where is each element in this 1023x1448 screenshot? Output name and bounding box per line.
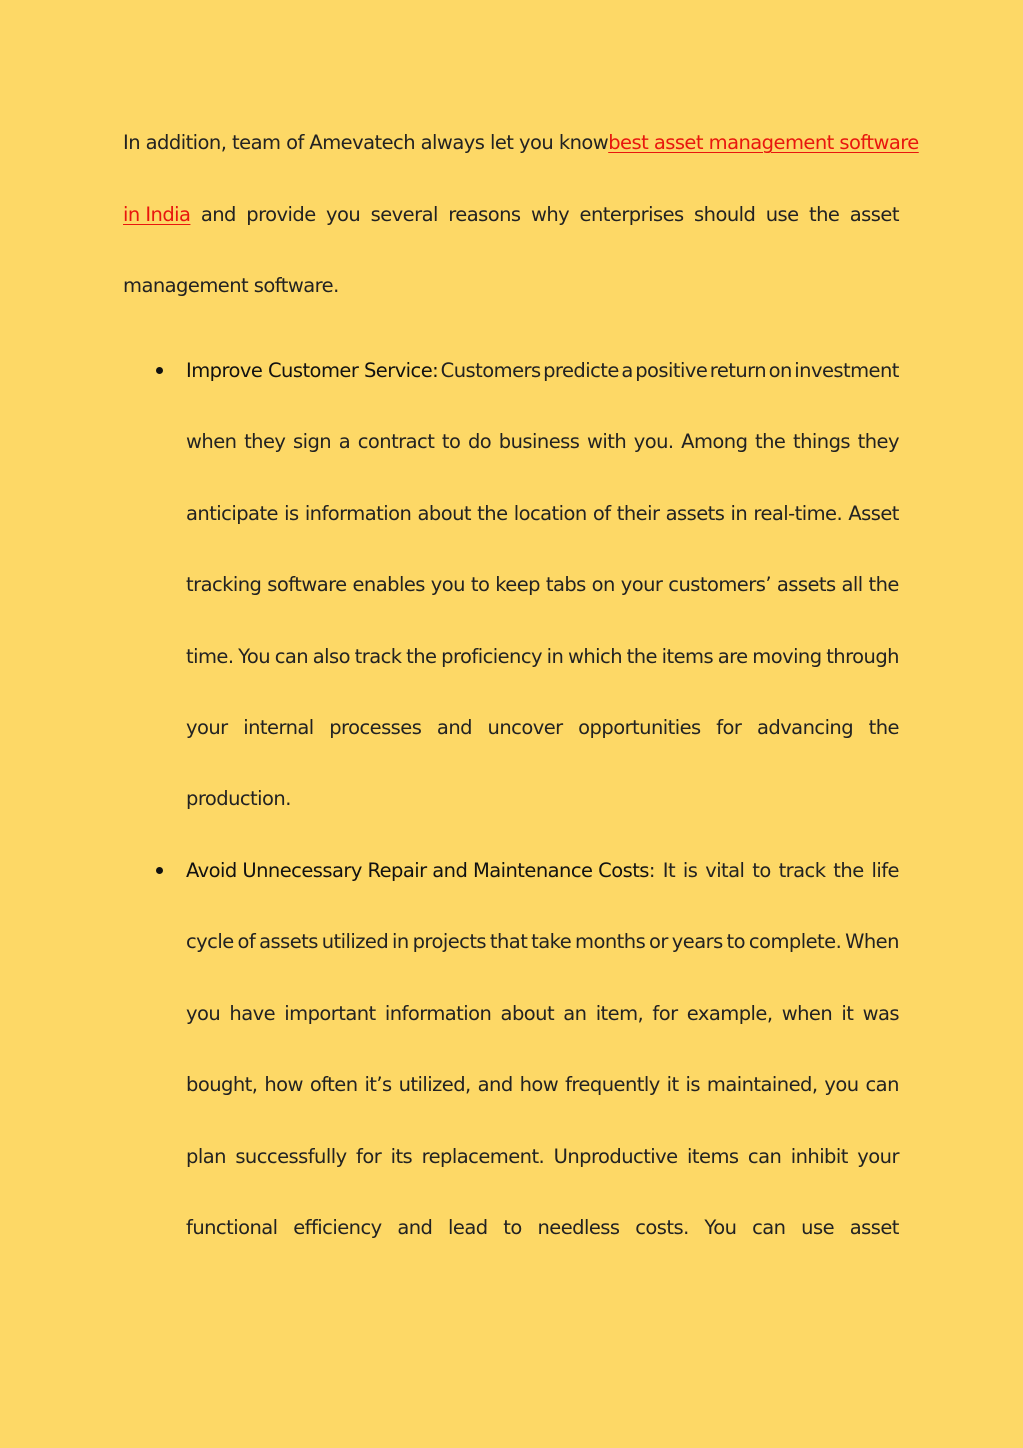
bullet-2-line — [186, 1073, 899, 1097]
intro-line-1 — [123, 131, 919, 155]
intro-line-2-words — [123, 203, 899, 227]
bullet-word: in — [730, 501, 748, 525]
bullet-1-line — [186, 573, 899, 597]
bullet-word: of — [592, 501, 611, 525]
bullet-word: items — [661, 644, 714, 668]
bullet-1-line — [186, 716, 899, 740]
bullet-word: Among — [681, 430, 748, 454]
bullet-word: about — [417, 501, 471, 525]
bullet-word: the — [868, 716, 899, 739]
bullet-word: for — [652, 1001, 678, 1025]
bullet-word: their — [616, 501, 660, 525]
bullet-word: on — [768, 359, 792, 382]
bullet-word: and — [477, 1073, 513, 1097]
intro-word: several — [370, 203, 438, 226]
bullet-word: that — [489, 930, 528, 954]
bullet-word: through — [826, 644, 899, 668]
bullet-word: return — [709, 359, 767, 382]
bullet-word: bought, — [186, 1073, 258, 1097]
intro-word: you — [326, 203, 361, 226]
bullet-word: an — [563, 1001, 587, 1025]
bullet-word: how — [519, 1073, 559, 1097]
bullet-word: assets — [776, 573, 836, 597]
bullet-word: frequently — [565, 1073, 660, 1097]
bullet-word: predicte — [543, 359, 619, 382]
bullet-word: business — [498, 430, 580, 454]
bullet-word: time. — [186, 644, 234, 668]
bullet-dot-icon — [156, 367, 163, 374]
bullet-word: or — [649, 930, 668, 954]
intro-word: and — [200, 203, 236, 226]
bullet-word: asset — [849, 1216, 899, 1239]
bullet-word: you — [186, 1001, 221, 1025]
bullet-word: projects — [412, 930, 487, 954]
bullet-word: proficiency — [441, 644, 543, 668]
bullet-word: is — [682, 859, 698, 882]
bullet-word: take — [531, 930, 572, 954]
bullet-word: it — [666, 1073, 679, 1097]
bullet-word: Customers — [440, 359, 541, 382]
intro-word: provide — [246, 203, 316, 226]
bullet-word: efficiency — [293, 1216, 382, 1239]
bullet-word: do — [467, 430, 492, 454]
bullet-word: items — [687, 1144, 739, 1168]
bullet-word: example, — [686, 1001, 773, 1025]
bullet-1-line: production. — [186, 787, 291, 811]
bullet-word: in — [546, 644, 564, 668]
bullet-word: how — [264, 1073, 303, 1097]
bullet-word: years — [671, 930, 723, 954]
bullet-word: when — [781, 1001, 833, 1025]
bullet-word: replacement. — [421, 1144, 545, 1168]
bullet-word: Unproductive — [553, 1144, 678, 1168]
asset-software-link-part2[interactable]: in India — [123, 203, 191, 226]
bullet-word: to — [752, 859, 771, 882]
bullet-word: utilized, — [398, 1073, 471, 1097]
bullet-word: can — [747, 1144, 782, 1168]
bullet-word: is — [685, 1073, 700, 1097]
bullet-word: location — [513, 501, 587, 525]
bullet-word: to — [503, 1216, 522, 1239]
bullet-title-with-colon — [186, 859, 655, 883]
bullet-word: costs. — [635, 1216, 689, 1239]
bullet-word: successfully — [235, 1144, 347, 1168]
bullet-word: in — [392, 930, 409, 954]
bullet-word: which — [567, 644, 623, 668]
bullet-word: with — [586, 430, 627, 454]
bullet-word: things — [792, 430, 851, 454]
bullet-word: the — [406, 644, 437, 668]
bullet-word: real-time. — [753, 501, 843, 525]
bullet-word: enables — [352, 573, 425, 597]
bullet-word: needless — [537, 1216, 620, 1239]
bullet-2-line-1 — [186, 859, 899, 883]
asset-software-link-part1[interactable]: best asset management software — [608, 131, 919, 154]
bullet-1-line — [186, 645, 899, 669]
bullet-word: the — [868, 573, 899, 597]
bullet-word: You — [704, 1216, 737, 1239]
intro-word: enterprises — [579, 203, 684, 226]
intro-word: asset — [849, 203, 899, 226]
bullet-word: assets — [259, 930, 318, 954]
bullet-title: Improve Customer Service: — [186, 359, 439, 382]
bullet-word: the — [833, 859, 864, 882]
bullet-word: can — [274, 644, 309, 668]
bullet-word: complete. — [748, 930, 842, 954]
bullet-word: all — [841, 573, 863, 597]
bullet-1-line — [186, 430, 899, 454]
bullet-word: its — [390, 1144, 413, 1168]
intro-word: should — [694, 203, 756, 226]
bullet-word: When — [845, 930, 899, 954]
bullet-word: internal — [243, 716, 314, 739]
bullet-word: uncover — [487, 716, 563, 739]
bullet-word: use — [801, 1216, 835, 1239]
intro-text: In addition, team of Amevatech always let you know — [123, 131, 609, 154]
bullet-word: tracking — [186, 573, 262, 597]
bullet-word: lead — [448, 1216, 488, 1239]
bullet-word: utilized — [321, 930, 389, 954]
bullet-word: can — [752, 1216, 786, 1239]
bullet-word: about — [500, 1001, 555, 1025]
bullet-word: opportunities — [578, 716, 701, 739]
bullet-word: when — [186, 430, 237, 454]
bullet-word: to — [470, 573, 490, 597]
bullet-word: functional — [186, 1216, 278, 1239]
bullet-word: months — [575, 930, 646, 954]
bullet-word: the — [755, 430, 786, 454]
bullet-word: was — [862, 1001, 899, 1025]
bullet-word: cycle — [186, 930, 234, 954]
bullet-word: positive — [635, 359, 708, 382]
intro-line-2 — [123, 203, 899, 227]
bullet-word: item, — [595, 1001, 644, 1025]
bullet-word: have — [229, 1001, 276, 1025]
bullet-word: your — [620, 573, 663, 597]
bullet-word: to — [726, 930, 746, 954]
bullet-word: assets — [665, 501, 725, 525]
bullet-word: sign — [293, 430, 332, 454]
bullet-dot-icon — [156, 867, 163, 874]
bullet-word: your — [186, 716, 228, 739]
bullet-word: software — [267, 573, 347, 597]
bullet-word: a — [621, 359, 633, 382]
colon: : — [648, 859, 655, 882]
bullet-word: you — [430, 573, 465, 597]
bullet-word: inhibit — [790, 1144, 848, 1168]
bullet-word: they — [244, 430, 286, 454]
bullet-word: contract — [357, 430, 435, 454]
bullet-word: and — [397, 1216, 433, 1239]
bullet-word: vital — [705, 859, 745, 882]
bullet-1-line-1 — [186, 359, 899, 383]
bullet-word: and — [436, 716, 472, 739]
bullet-word: a — [338, 430, 351, 454]
bullet-word: maintained, — [706, 1073, 818, 1097]
bullet-word: investment — [794, 359, 899, 382]
bullet-word: for — [716, 716, 742, 739]
intro-word: why — [530, 203, 570, 226]
bullet-word: they — [857, 430, 899, 454]
bullet-word: you. — [633, 430, 674, 454]
bullet-word: it — [841, 1001, 854, 1025]
bullet-word: your — [857, 1144, 899, 1168]
bullet-word: can — [865, 1073, 899, 1097]
bullet-word: on — [591, 573, 615, 597]
bullet-word: moving — [752, 644, 822, 668]
bullet-word: information — [384, 1001, 492, 1025]
bullet-title: Avoid Unnecessary Repair and Maintenance Costs — [186, 859, 649, 882]
bullet-1-line — [186, 502, 899, 526]
bullet-word: life — [871, 859, 899, 882]
bullet-word: customers’ — [668, 573, 771, 597]
bullet-word: plan — [186, 1144, 226, 1168]
bullet-word: anticipate — [186, 501, 278, 525]
intro-word: reasons — [448, 203, 521, 226]
bullet-word: important — [284, 1001, 376, 1025]
bullet-word: You — [238, 644, 271, 668]
bullet-word: processes — [329, 716, 422, 739]
bullet-word: track — [778, 859, 826, 882]
bullet-word: it’s — [364, 1073, 392, 1097]
bullet-word: the — [477, 501, 508, 525]
intro-line-3: management software. — [123, 274, 339, 297]
bullet-word: to — [441, 430, 461, 454]
bullet-word: for — [356, 1144, 382, 1168]
bullet-2-line — [186, 1216, 899, 1240]
bullet-word: Asset — [848, 501, 899, 525]
bullet-word: also — [312, 644, 351, 668]
bullet-word: keep — [495, 573, 540, 597]
bullet-word: is — [284, 501, 299, 525]
bullet-2-line — [186, 1002, 899, 1026]
bullet-word: information — [304, 501, 412, 525]
bullet-word: It — [662, 859, 676, 882]
intro-word: the — [809, 203, 840, 226]
bullet-word: tabs — [545, 573, 586, 597]
bullet-word: track — [354, 644, 402, 668]
bullet-word: you — [824, 1073, 859, 1097]
bullet-2-line — [186, 930, 899, 954]
bullet-word: are — [717, 644, 748, 668]
intro-word: use — [765, 203, 799, 226]
bullet-word: the — [626, 644, 658, 668]
bullet-2-line — [186, 1145, 899, 1169]
bullet-word: often — [309, 1073, 358, 1097]
bullet-word: advancing — [756, 716, 854, 739]
bullet-word: of — [237, 930, 256, 954]
